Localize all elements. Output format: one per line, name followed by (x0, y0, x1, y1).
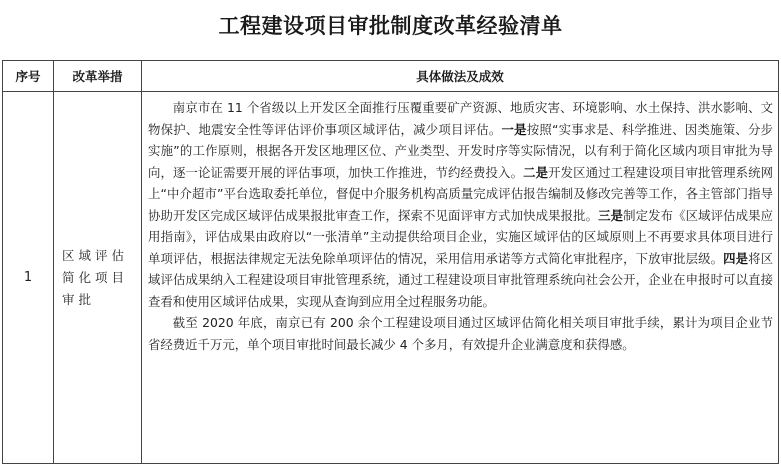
text-run: 将区域评估成果纳入工程建设项目审批管理系统，通过工程建设项目审批管理系统向社会公开，企业在申报时可以直接查看和使用区域评估成果，实现从查询到应用全过程服务功能。 (148, 250, 774, 309)
header-measure: 改革举措 (54, 61, 142, 92)
header-result: 具体做法及成效 (142, 61, 779, 92)
text-run: 南京市在 11 个省级以上开发区全面推行压覆重要矿产资源、地质灾害、环境影响、水土保持、洪水影响、文物保护、地震安全性等评估评价事项区域评估，减少项目评估。 (148, 100, 773, 137)
point-marker-3: 三是 (598, 207, 624, 223)
result-paragraph-2 (148, 312, 773, 355)
row-seq: 1 (3, 92, 54, 464)
text-run: 开发区通过工程建设项目审批管理系统网上“中介超市”平台选取委托单位，督促中介服务机构高质量完成评估报告编制及修改完善等工作，各主管部门指导协助开发区完成区域评估成果报批审查工作，探索不见面评审方式加快成果报批。 (148, 164, 774, 223)
document-title: 工程建设项目审批制度改革经验清单 (218, 13, 563, 38)
result-paragraph-1 (148, 97, 773, 312)
reform-experience-table (2, 60, 779, 464)
row-result (142, 92, 779, 464)
point-marker-1: 一是 (501, 121, 527, 137)
point-marker-2: 二是 (523, 164, 549, 180)
table-header-row (3, 61, 779, 92)
text-run: 截至 2020 年底，南京已有 200 余个工程建设项目通过区域评估简化相关项目审批手续，累计为项目企业节省经费近千万元，单个项目审批时间最长减少 4 个多月，有效提升企业满意度和获得感。 (148, 315, 773, 352)
header-seq: 序号 (3, 61, 54, 92)
point-marker-4: 四是 (723, 250, 749, 266)
text-run: 按照“实事求是、科学推进、因类施策、分步实施”的工作原则，根据各开发区地理区位、产业类型、开发时序等实际情况，以有利于简化区域内项目审批为导向，逐一论证需要开展的评估事项，加快工作推进，节约经费投入。 (148, 121, 774, 180)
table-row (3, 92, 779, 464)
row-measure: 区域评估简化项目审批 (54, 92, 142, 464)
text-run: 制定发布《区域评估成果应用指南》，评估成果由政府以“一张清单”主动提供给项目企业，实施区域评估的区域原则上不再要求具体项目进行单项评估，根据法律规定无法免除单项评估的情况，采用信用承诺等方式简化审批程序，下放审批层级。 (148, 207, 774, 266)
